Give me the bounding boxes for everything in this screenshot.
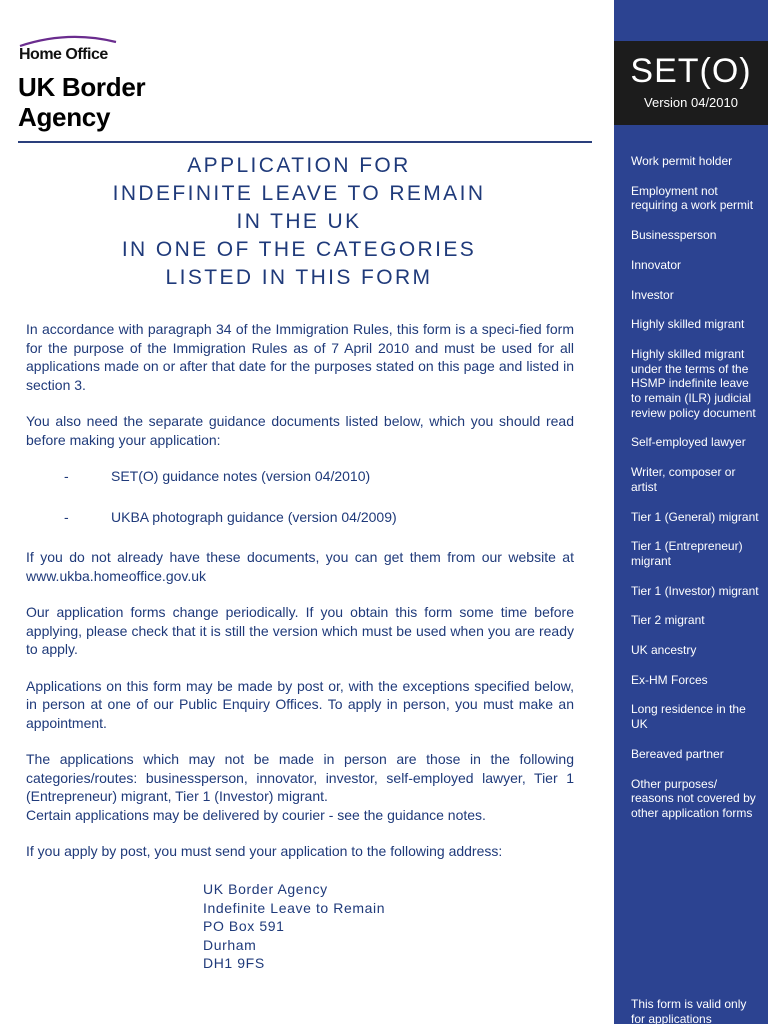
guidance-documents-list [26, 467, 574, 526]
address-line: PO Box 591 [203, 918, 285, 934]
paragraph-rules: In accordance with paragraph 34 of the Immigration Rules, this form is a speci-fied form for the purpose of the Immigration Rules as of 7 April 2010 and must be used for all applications made on or after that date for the purposes stated on this page and listed in section 3. [26, 321, 574, 393]
list-dash: - [64, 468, 69, 484]
title-line: LISTED IN THIS FORM [165, 266, 433, 289]
form-title [0, 152, 598, 292]
address-line: Durham [203, 936, 257, 953]
title-line: IN ONE OF THE CATEGORIES [121, 238, 477, 261]
category-item: Tier 1 (General) migrant [631, 509, 759, 524]
category-item: Highly skilled migrant under the terms of the HSMP indefinite leave to remain (ILR) judicial review policy document [631, 346, 756, 420]
paragraph-restrictions: The applications which may not be made in person are those in the following categories/routes: businessperson, innovator, investor, self-employed lawyer, Tier 1 (Entrepreneur) migrant, Tier 1 (Investor) migrant. Certain applications may be delivered by courier - see the guidance notes. [26, 751, 574, 823]
address-line: Indefinite Leave to Remain [203, 899, 386, 916]
category-item: Tier 1 (Investor) migrant [631, 583, 759, 598]
title-line: IN THE UK [236, 210, 362, 233]
category-item: Employment not requiring a work permit [631, 183, 754, 213]
postal-address [203, 880, 385, 973]
category-item: Bereaved partner [631, 746, 724, 761]
address-line: DH1 9FS [203, 955, 265, 971]
category-item: Investor [631, 287, 674, 302]
category-item: Self-employed lawyer [631, 435, 746, 450]
category-item: UK ancestry [631, 643, 697, 658]
category-item: Long residence in the UK [631, 702, 746, 732]
category-item: Work permit holder [631, 154, 733, 168]
logo-agency-name: UK Border Agency [18, 72, 146, 132]
list-item [26, 467, 574, 486]
header-divider [18, 141, 592, 143]
list-item [26, 508, 574, 527]
category-item: Highly skilled migrant [631, 317, 745, 332]
form-code: SET(O) [630, 52, 752, 90]
title-line: INDEFINITE LEAVE TO REMAIN [112, 182, 486, 205]
uk-border-agency-logo [18, 32, 166, 132]
list-item-text: SET(O) guidance notes (version 04/2010) [111, 468, 371, 484]
validity-note: This form is valid only for applications [631, 997, 747, 1026]
address-line: UK Border Agency [203, 881, 328, 897]
paragraph-post: If you apply by post, you must send your application to the following address: [26, 843, 503, 859]
title-line: APPLICATION FOR [187, 154, 411, 177]
category-item: Businessperson [631, 228, 717, 243]
list-item-text: UKBA photograph guidance (version 04/2009) [111, 508, 397, 525]
category-item: Tier 1 (Entrepreneur) migrant [631, 539, 743, 568]
category-list [631, 154, 761, 836]
category-item: Tier 2 migrant [631, 613, 705, 628]
paragraph-guidance: You also need the separate guidance documents listed below, which you should read before making your application: [26, 413, 574, 448]
paragraph-how-to-apply: Applications on this form may be made by post or, with the exceptions specified below, in person at one of our Public Enquiry Offices. To apply in person, you must make an appointment. [26, 677, 574, 731]
form-code-badge [614, 41, 768, 125]
logo-home-office: Home Office [19, 46, 108, 63]
category-item: Innovator [631, 257, 682, 272]
category-sidebar [614, 0, 768, 1024]
category-item: Other purposes/ reasons not covered by other application forms [631, 776, 756, 820]
category-item: Ex-HM Forces [631, 672, 708, 687]
paragraph-website: If you do not already have these documents, you can get them from our website at www.ukba.homeoffice.gov.uk [26, 549, 574, 584]
form-version: Version 04/2010 [644, 95, 738, 110]
list-dash: - [64, 508, 69, 525]
form-introduction [26, 320, 574, 879]
paragraph-form-versions: Our application forms change periodically. If you obtain this form some time before applying, please check that it is still the version which must be used when you are ready to apply. [26, 604, 574, 657]
category-item: Writer, composer or artist [631, 465, 736, 494]
